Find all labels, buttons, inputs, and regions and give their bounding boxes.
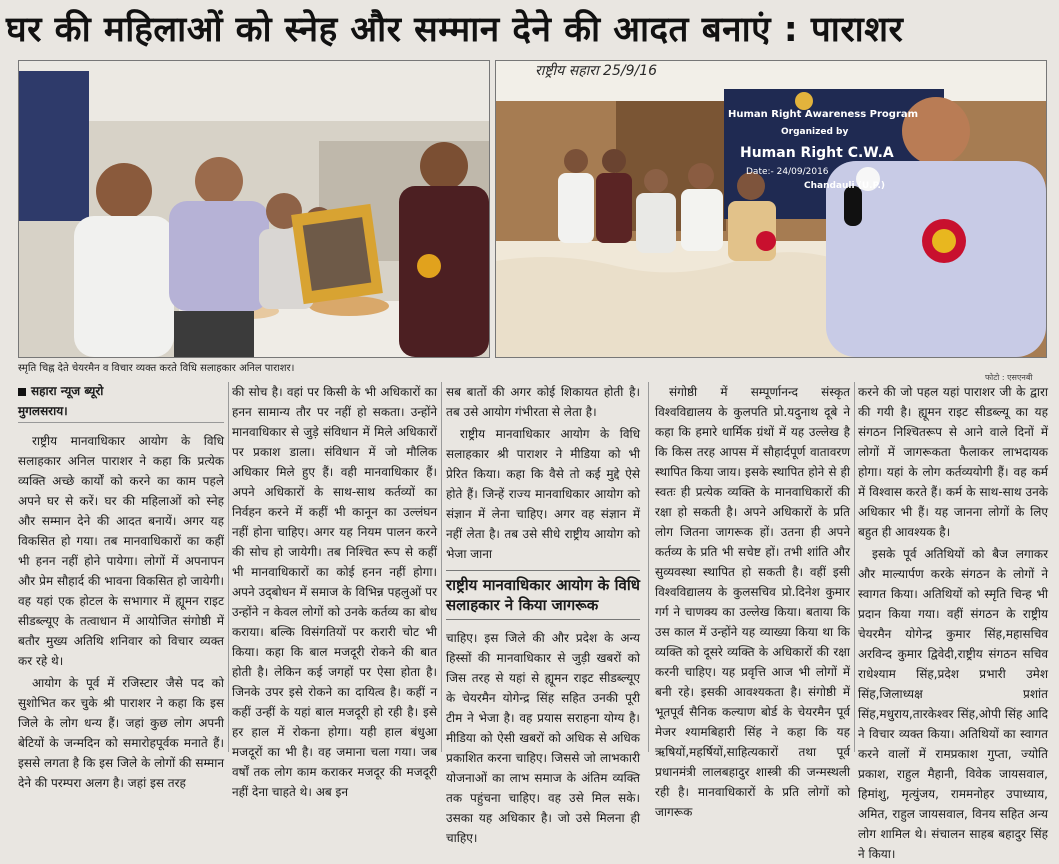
paragraph: राष्ट्रीय मानवाधिकार आयोग के विधि सलाहकार अनिल पाराशर ने कहा कि प्रत्येक व्यक्ति अच्छे कार्यों को करने का काम पहले अपने घर से करें। घर की महिलाओं को स्नेह और सम्मान देने की आदत बनायें। अगर यह विकसित हो गया। तब मानवाधिकारों का कहीं भी हनन नहीं होने पायेगा। लोगों में अपनापन और प्रेम सौहार्द की भावना विकसित हो जायेगी। वह यहां एक होटल के सभागार में ह्यूमन राइट सीडब्ल्यूए के तत्वाधान में आयोजित संगोष्ठी में बतौर मुख्य अतिथि शनिवार को विचार व्यक्त कर रहे थे।	[18, 434, 224, 668]
banner-date: Date:- 24/09/2016	[746, 167, 829, 177]
article-column-4	[655, 382, 850, 819]
photo-seminar-stage	[495, 60, 1047, 358]
paragraph: चाहिए। इस जिले की और प्रदेश के अन्य हिस्सों की मानवाधिकार से जुड़ी खबरों को जिस तरह से यहां से ह्यूमन राइट सीडब्ल्यूए के चेयरमैन योगेन्द्र सिंह सहित उनकी पूरी टीम ने भेजा है। वह प्रयास सराहना योग्य है। मीडिया को ऐसी खबरों को अधिक से अधिक प्रकाशित करना चाहिए। जिससे जो लाभकारी योजनाओं का लाभ समाज के अंतिम व्यक्ति तक पहुंचना चाहिए। वह उसे मिल सके। उसका यह अधिकार है। जो उसे मिलना ही चाहिए।	[446, 631, 640, 845]
paragraph: की सोच है। वहां पर किसी के भी अधिकारों का हनन सामान्य तौर पर नहीं हो सकता। उन्होंने मानवाधिकार से जुड़े संविधान में मिले अधिकारों पर प्रकाश डाला। संविधान में जो मौलिक अधिकार मिले हुए हैं। वही मानवाधिकार हैं। अपने अधिकारों के साथ-साथ कर्तव्यों का निर्वहन करने में कहीं भी कानून का उल्लंघन नहीं होना चाहिए। अगर यह नियम पालन करने की सोच हो जायेगी। तब निश्चित रूप से कहीं भी मानवाधिकारों का कोई हनन नहीं होगा। अपने उद्‍बोधन में समाज के विभिन्न पहलुओं पर उन्होंने न केवल लोगों को उनके कर्तव्य का बोध कराया। बल्कि विसंगतियों पर करारी चोट भी किया। कहा कि बाल मजदूरी रोकने की बात होती है। लेकिन कई जगहों पर ऐसा होता है। जिनके उपर इसे रोकने का दायित्व है। कहीं न कहीं उन्हीं के यहां बाल मजदूरी हो रही है। इसे हर हाल में रोकना होगा। यही हाल बंधुआ मजदूरों का भी है। वह जमाना चला गया। जब वर्षों तक लोग काम कराकर मजदूर की मजदूरी नहीं देना चाहते थे। अब इन	[232, 385, 437, 799]
article-column-3	[446, 382, 640, 845]
bullet-square-icon	[18, 388, 26, 396]
paragraph: करने की जो पहल यहां पाराशर जी के द्वारा की गयी है। ह्यूमन राइट सीडब्ल्यू का यह संगठन निश्चितरूप से आने वाले दिनों में लोगों में जागरूकता फैलाकर लाभदायक होगा। यहां के लोग कर्तव्ययोगी हैं। वह कर्म में विश्वास करते हैं। कर्म के साथ-साथ उनके अधिकार भी हैं। यह जानना लोगों के लिए बहुत ही आवश्यक है।	[858, 385, 1048, 539]
banner-title: Human Right Awareness Program	[728, 109, 919, 120]
column-divider	[648, 382, 649, 752]
photo-credit: फोटो : एसएनबी	[985, 373, 1033, 382]
article-column-2	[232, 382, 437, 799]
column-divider	[228, 382, 229, 752]
column-divider	[854, 382, 855, 752]
dateline-place: मुगलसराय।	[18, 402, 224, 423]
paragraph: सब बातों की अगर कोई शिकायत होती है। तब उसे आयोग गंभीरता से लेता है।	[446, 385, 640, 419]
paragraph: संगोष्ठी में सम्पूर्णानन्द संस्कृत विश्वविद्यालय के कुलपति प्रो.यदुनाथ दूबे ने कहा कि हमारे धार्मिक ग्रंथों में यह उल्लेख है कि किस तरह आपस में सौहार्दपूर्ण वातावरण स्थापित किया जाय। इसके स्थापित होने से ही स्वतः ही प्रत्येक व्यक्ति के मानवाधिकारों की रक्षा हो सकती है। अपने अधिकारों के प्रति लोग जितना जागरूक हों। उतना ही अपने कर्तव्य के प्रति भी सचेष्ट हों। तभी शांति और सुव्यवस्था स्थापित हो सकती है। वहीं इसी विश्वविद्यालय के कुलसचिव प्रो.दिनेश कुमार गर्ग ने चाणक्य का उल्लेख किया। बताया कि उस काल में उन्होंने यह व्याख्या किया था कि व्यक्ति को दूसरे व्यक्ति के अधिकारों की रक्षा करनी चाहिए। यह प्रवृत्ति आज भी लोगों में बनी रहे। इसकी आवश्यकता है। संगोष्ठी में भूतपूर्व सैनिक कल्याण बोर्ड के चेयरमैन पूर्व मेजर श्यामबिहारी सिंह ने कहा कि यह ऋषियों,महर्षियों,साहित्यकारों तथा पूर्व प्रधानमंत्री लालबहादुर शास्त्री की जन्मस्थली रही है। मानवाधिकारों के प्रति लोगों को जागरूक	[655, 385, 850, 819]
article-column-1	[18, 382, 224, 790]
photo-memento-presentation	[18, 60, 490, 358]
article-column-5	[858, 382, 1048, 861]
paragraph: आयोग के पूर्व में रजिस्टार जैसे पद को सुशोभित कर चुके श्री पाराशर ने कहा कि इस जिले के लोग धन्य हैं। जहां कुछ लोग अपनी बेटियों के जन्मदिन को समारोहपूर्वक मनाते हैं। इससे लगता है कि इस जिले के लोगों की सम्मान देने की परम्परा अलग है। जहां इस तरह	[18, 676, 224, 790]
banner-organization: Human Right C.W.A	[740, 145, 894, 161]
byline	[18, 382, 224, 400]
paragraph: राष्ट्रीय मानवाधिकार आयोग के विधि सलाहकार श्री पाराशर ने मीडिया को भी प्रेरित किया। कहा कि वैसे तो कई मुद्दे ऐसे होते हैं। जिन्हें राज्य मानवाधिकार आयोग को संज्ञान में लेना चाहिए। अगर वह संज्ञान में नहीं लेता है। तब उसे सीधे राष्ट्रीय आयोग को भेजा जाना	[446, 427, 640, 561]
photo-caption: स्मृति चिह्न देते चेयरमैन व विचार व्यक्त करते विधि सलाहकार अनिल पाराशर।	[18, 363, 295, 374]
headline: घर की महिलाओं को स्नेह और सम्मान देने की आदत बनाएं : पाराशर	[6, 10, 904, 50]
subheading: राष्ट्रीय मानवाधिकार आयोग के विधि सलाहकार ने किया जागरूक	[446, 570, 640, 620]
banner-venue: Chandauli (U.P.)	[804, 181, 886, 191]
column-divider	[441, 382, 442, 752]
handwritten-date-note: राष्ट्रीय सहारा 25/9/16	[535, 63, 658, 79]
paragraph: इसके पूर्व अतिथियों को बैज लगाकर और माल्यार्पण करके संगठन के लोगों ने स्वागत किया। अतिथियों को स्मृति चिन्ह भी प्रदान किया गया। वहीं संगठन के राष्ट्रीय चेयरमैन योगेन्द्र कुमार सिंह,महासचिव अरविन्द कुमार द्विवेदी,राष्ट्रीय संगठन सचिव राधेश्याम सिंह,प्रदेश प्रभारी उमेश सिंह,जिलाध्यक्ष प्रशांत सिंह,मधुराय,तारकेश्वर सिंह,ओपी सिंह आदि ने विचार व्यक्त किया। अतिथियों का स्वागत करने वालों में रामप्रकाश गुप्ता, ज्योति प्रकाश, राहुल मैहानी, विवेक जायसवाल, हिमांशु, मृत्युंजय, राममनोहर उपाध्याय, अमित, राहुल जायसवाल, विनय सहित अन्य लोग शामिल थे। संचालन साहब बहादुर सिंह ने किया।	[858, 547, 1048, 861]
banner-organized-by: Organized by	[781, 127, 849, 137]
byline-text: सहारा न्यूज ब्यूरो	[31, 384, 104, 398]
